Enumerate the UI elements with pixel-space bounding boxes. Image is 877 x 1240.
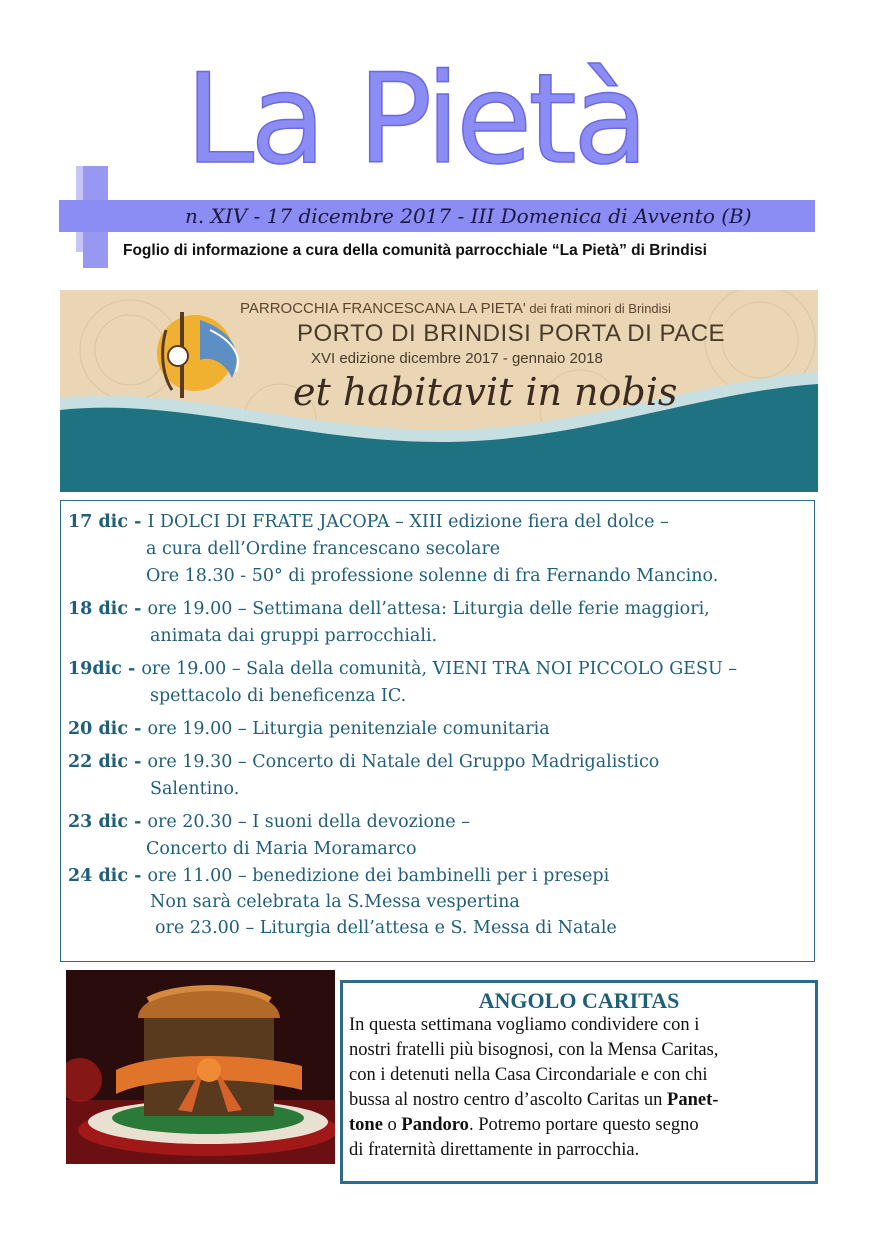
event-17-line-3: Ore 18.30 - 50° di professione solenne di fra Fernando Mancino.	[146, 566, 719, 586]
event-17-line-1: 17 dic - I DOLCI DI FRATE JACOPA – XIII edizione fiera del dolce –	[68, 512, 669, 532]
event-18-line-2: animata dai gruppi parrocchiali.	[150, 626, 438, 646]
event-23-line-2: Concerto di Maria Moramarco	[146, 839, 417, 859]
caritas-line-6: di fraternità direttamente in parrocchia.	[349, 1140, 640, 1160]
banner-parish-line: PARROCCHIA FRANCESCANA LA PIETA' dei frati minori di Brindisi	[240, 300, 671, 317]
caritas-line-4: bussa al nostro centro d’ascolto Caritas un Panet-	[349, 1090, 719, 1110]
event-19-line-2: spettacolo di beneficenza IC.	[150, 686, 407, 706]
newsletter-title: La Pietà	[185, 48, 645, 192]
event-19-line-1: 19dic - ore 19.00 – Sala della comunità, VIENI TRA NOI PICCOLO GESU –	[68, 659, 738, 679]
event-18-line-1: 18 dic - ore 19.00 – Settimana dell’attesa: Liturgia delle ferie maggiori,	[68, 599, 710, 619]
event-24-line-3: ore 23.00 – Liturgia dell’attesa e S. Messa di Natale	[155, 918, 617, 938]
event-20-line-1: 20 dic - ore 19.00 – Liturgia penitenziale comunitaria	[68, 719, 550, 739]
panettone-photo	[66, 970, 335, 1164]
banner-edition: XVI edizione dicembre 2017 - gennaio 2018	[311, 350, 603, 367]
event-17-line-2: a cura dell’Ordine francescano secolare	[146, 539, 501, 559]
caritas-line-3: con i detenuti nella Casa Circondariale e con chi	[349, 1065, 708, 1085]
banner-event-title: PORTO DI BRINDISI PORTA DI PACE	[297, 320, 726, 347]
event-22-line-2: Salentino.	[150, 779, 240, 799]
newsletter-subtitle: Foglio di informazione a cura della comunità parrocchiale “La Pietà” di Brindisi	[123, 242, 707, 259]
caritas-line-5: tone o Pandoro. Potremo portare questo segno	[349, 1115, 699, 1135]
event-24-line-1: 24 dic - ore 11.00 – benedizione dei bambinelli per i presepi	[68, 866, 610, 886]
caritas-title: ANGOLO CARITAS	[478, 988, 680, 1013]
banner-motto: et habitavit in nobis	[293, 370, 678, 414]
event-24-line-2: Non sarà celebrata la S.Messa vespertina	[150, 892, 520, 912]
event-22-line-1: 22 dic - ore 19.30 – Concerto di Natale del Gruppo Madrigalistico	[68, 752, 660, 772]
caritas-line-1: In questa settimana vogliamo condividere con i	[349, 1015, 700, 1035]
event-23-line-1: 23 dic - ore 20.30 – I suoni della devozione –	[68, 812, 470, 832]
caritas-line-2: nostri fratelli più bisognosi, con la Mensa Caritas,	[349, 1040, 719, 1060]
parish-logo	[157, 312, 238, 398]
issue-info: n. XIV - 17 dicembre 2017 - III Domenica di Avvento (B)	[185, 204, 752, 228]
